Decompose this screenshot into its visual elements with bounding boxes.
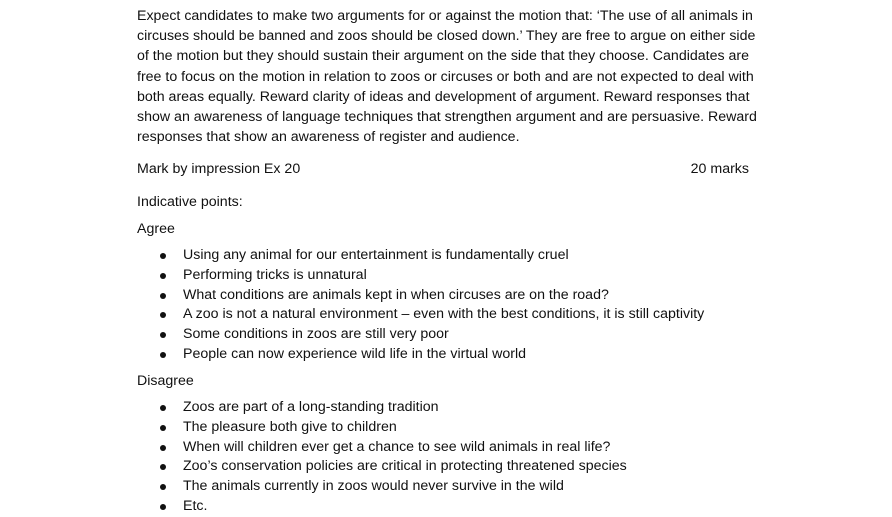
bullet-icon: [160, 332, 166, 338]
list-item-text: Etc.: [183, 497, 208, 514]
list-item-text: The animals currently in zoos would never survive in the wild: [183, 478, 564, 495]
list-item: [157, 418, 627, 438]
marks-total: 20 marks: [690, 161, 749, 177]
list-item: [157, 305, 704, 325]
list-item: [157, 266, 704, 286]
bullet-icon: [160, 445, 166, 451]
list-item-text: What conditions are animals kept in when circuses are on the road?: [183, 286, 609, 303]
bullet-icon: [160, 425, 166, 431]
bullet-icon: [160, 312, 166, 318]
list-item: [157, 438, 627, 458]
list-item-text: The pleasure both give to children: [183, 418, 397, 435]
list-item: [157, 286, 704, 306]
marking-row: [137, 159, 749, 179]
marking-label: Mark by impression Ex 20: [137, 161, 301, 177]
agree-heading: Agree: [137, 221, 175, 237]
list-item-text: Using any animal for our entertainment is fundamentally cruel: [183, 247, 569, 263]
list-item: [157, 497, 627, 517]
list-item-text: People can now experience wild life in the virtual world: [183, 345, 527, 362]
list-item: [157, 477, 627, 497]
list-item-text: Some conditions in zoos are still very poor: [183, 326, 449, 343]
list-item-text: Zoo’s conservation policies are critical in protecting threatened species: [183, 458, 627, 475]
list-item-text: Performing tricks is unnatural: [183, 266, 367, 283]
agree-list: [157, 246, 704, 365]
list-item: [157, 457, 627, 477]
list-item-text: Zoos are part of a long-standing tradition: [183, 399, 439, 415]
bullet-icon: [160, 293, 166, 299]
bullet-icon: [160, 484, 166, 490]
list-item: [157, 246, 704, 266]
bullet-icon: [160, 464, 166, 470]
list-item: [157, 325, 704, 345]
list-item: [157, 398, 627, 418]
disagree-heading: Disagree: [137, 373, 194, 389]
list-item: [157, 345, 704, 365]
disagree-list: [157, 398, 627, 517]
list-item-text: A zoo is not a natural environment – even with the best conditions, it is still captivity: [183, 306, 705, 323]
list-item-text: When will children ever get a chance to see wild animals in real life?: [183, 438, 611, 455]
indicative-heading: Indicative points:: [137, 194, 243, 210]
intro-paragraph: Expect candidates to make two arguments for or against the motion that: ‘The use of all animals in circuses should be banned and zoos should be closed down.’ They are free to argue on either side of the motion but they should sustain their argument on the side that they choose. Candidates are free to focus on the motion in relation to zoos or circuses or both and are not expected to deal with both areas equally. Reward clarity of ideas and development of argument. Reward responses that show an awareness of language techniques that strengthen argument and are persuasive. Reward responses that show an awareness of register and audience.: [137, 8, 757, 146]
bullet-icon: [160, 273, 166, 279]
bullet-icon: [160, 405, 166, 411]
bullet-icon: [160, 352, 166, 358]
bullet-icon: [160, 504, 166, 510]
bullet-icon: [160, 253, 166, 259]
